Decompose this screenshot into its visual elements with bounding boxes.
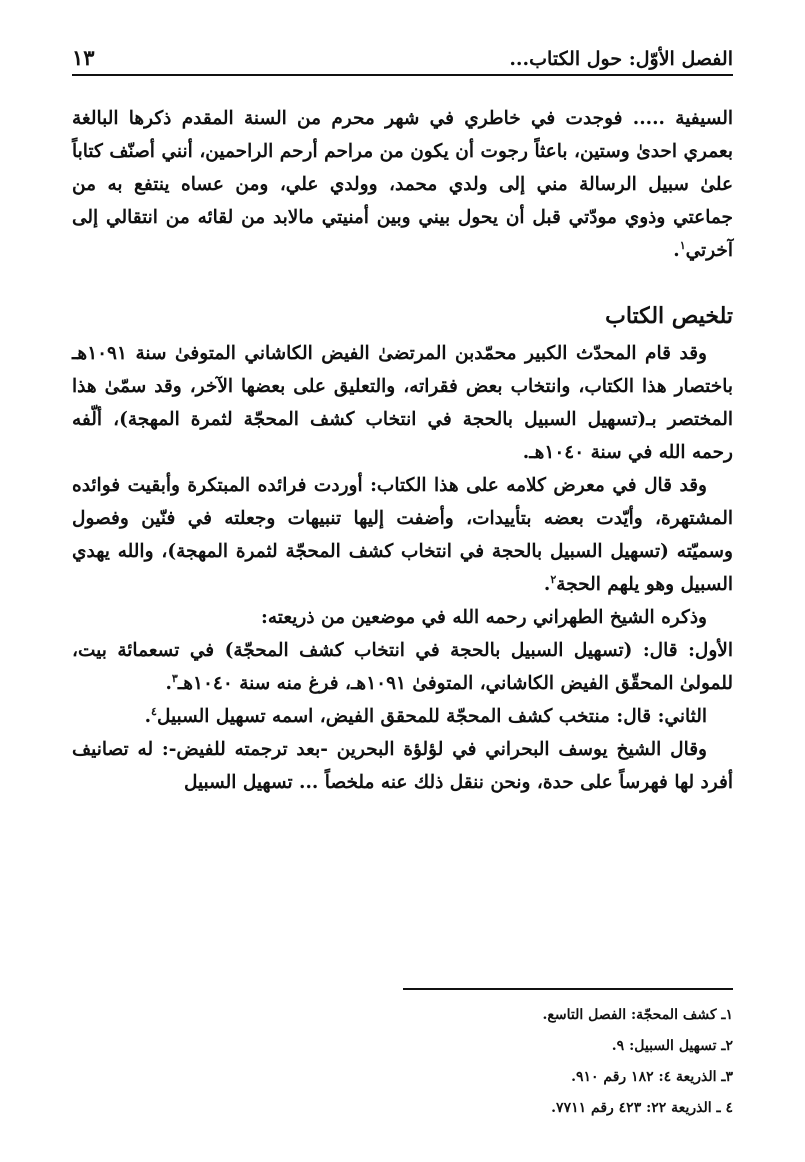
footnote-2: ٢ـ تسهيل السبيل: ٩. [611,1038,733,1054]
running-header [72,30,733,70]
footnote-ref-2: ٢ [550,572,557,586]
paragraph-5 [72,700,733,733]
footnote-3: ٣ـ الذريعة ٤: ١٨٢ رقم ٩١٠. [571,1069,733,1085]
paragraph-2 [72,469,733,601]
paragraph-4-end: . [165,673,172,694]
paragraph-1: وقد قام المحدّث الكبير محمّدبن المرتضىٰ الفيض الكاشاني المتوفىٰ سنة ١٠٩١هـ باختصار هذا الكتاب، وانتخاب بعض فقراته، والتعليق على بعضها الآخر، وقد سمّىٰ هذا المختصر بـ(تسهيل السبيل بالحجة في انتخاب كشف المحجّة لثمرة المهجة)، ألّفه رحمه الله في سنة ١٠٤٠هـ. [72,343,733,463]
paragraph-5-text: الثاني: قال: منتخب كشف المحجّة للمحقق الفيض، اسمه تسهيل السبيل [156,706,707,727]
intro-paragraph [72,102,733,267]
footnote-ref-3: ٣ [171,671,178,685]
paragraph-4-text: الأول: قال: (تسهيل السبيل بالحجة في انتخاب كشف المحجّة) في تسعمائة بيت، للمولىٰ المحقّق الفيض الكاشاني، المتوفىٰ ١٠٩١هـ، فرغ منه سنة ١٠٤٠هـ [72,640,733,694]
paragraph-3: وذكره الشيخ الطهراني رحمه الله في موضعين من ذريعته: [260,607,707,628]
paragraph-4 [72,634,733,700]
footnote-divider [403,988,733,990]
paragraph-2-text: وقد قال في معرض كلامه على هذا الكتاب: أوردت فرائده المبتكرة وأبقيت فوائده المشتهرة، وأيّدت بعضه بتأييدات، وأضفت إليها تنبيهات وجعلته في فنّين وفصول وسميّته (تسهيل السبيل بالحجة في انتخاب كشف المحجّة لثمرة المهجة)، والله يهدي السبيل وهو يلهم الحجة [72,475,733,595]
main-text [72,102,733,799]
section-heading: تلخيص الكتاب [605,303,733,329]
footnote-1: ١ـ كشف المحجّة: الفصل التاسع. [542,1007,733,1023]
header-divider [72,74,733,76]
intro-end: . [673,240,680,261]
paragraph-5-end: . [144,706,152,727]
paragraph-6: وقال الشيخ يوسف البحراني في لؤلؤة البحرين -بعد ترجمته للفيض-: له تصانيف أفرد لها فهرساً على حدة، ونحن ننقل ذلك عنه ملخصاً ... تسهيل السبيل [72,739,733,793]
footnote-ref-1: ١ [679,238,686,252]
paragraph-2-end: . [543,574,551,595]
section-gap [72,267,733,297]
intro-text: السيفية ..... فوجدت في خاطري في شهر محرم من السنة المقدم ذكرها البالغة بعمري احدىٰ وستين، باعثاً رجوت أن يكون من مراحم أرحم الراحمين، أنني أصنّف كتاباً علىٰ سبيل الرسالة مني إلى ولدي محمد، وولدي علي، ومن عساه ينتفع به من جماعتي وذوي مودّتي قبل أن يحول بيني وبين أمنيتي مالابد من لقائه من انتقالي إلى آخرتي [72,108,733,261]
page-number: ١٣ [72,45,95,70]
footnote-4: ٤ ـ الذريعة ٢٢: ٤٢٣ رقم ٧٧١١. [551,1100,733,1116]
footnote-ref-4: ٤ [151,704,157,718]
chapter-title: الفصل الأوّل: حول الكتاب... [509,48,733,70]
footnotes [72,1000,733,1124]
